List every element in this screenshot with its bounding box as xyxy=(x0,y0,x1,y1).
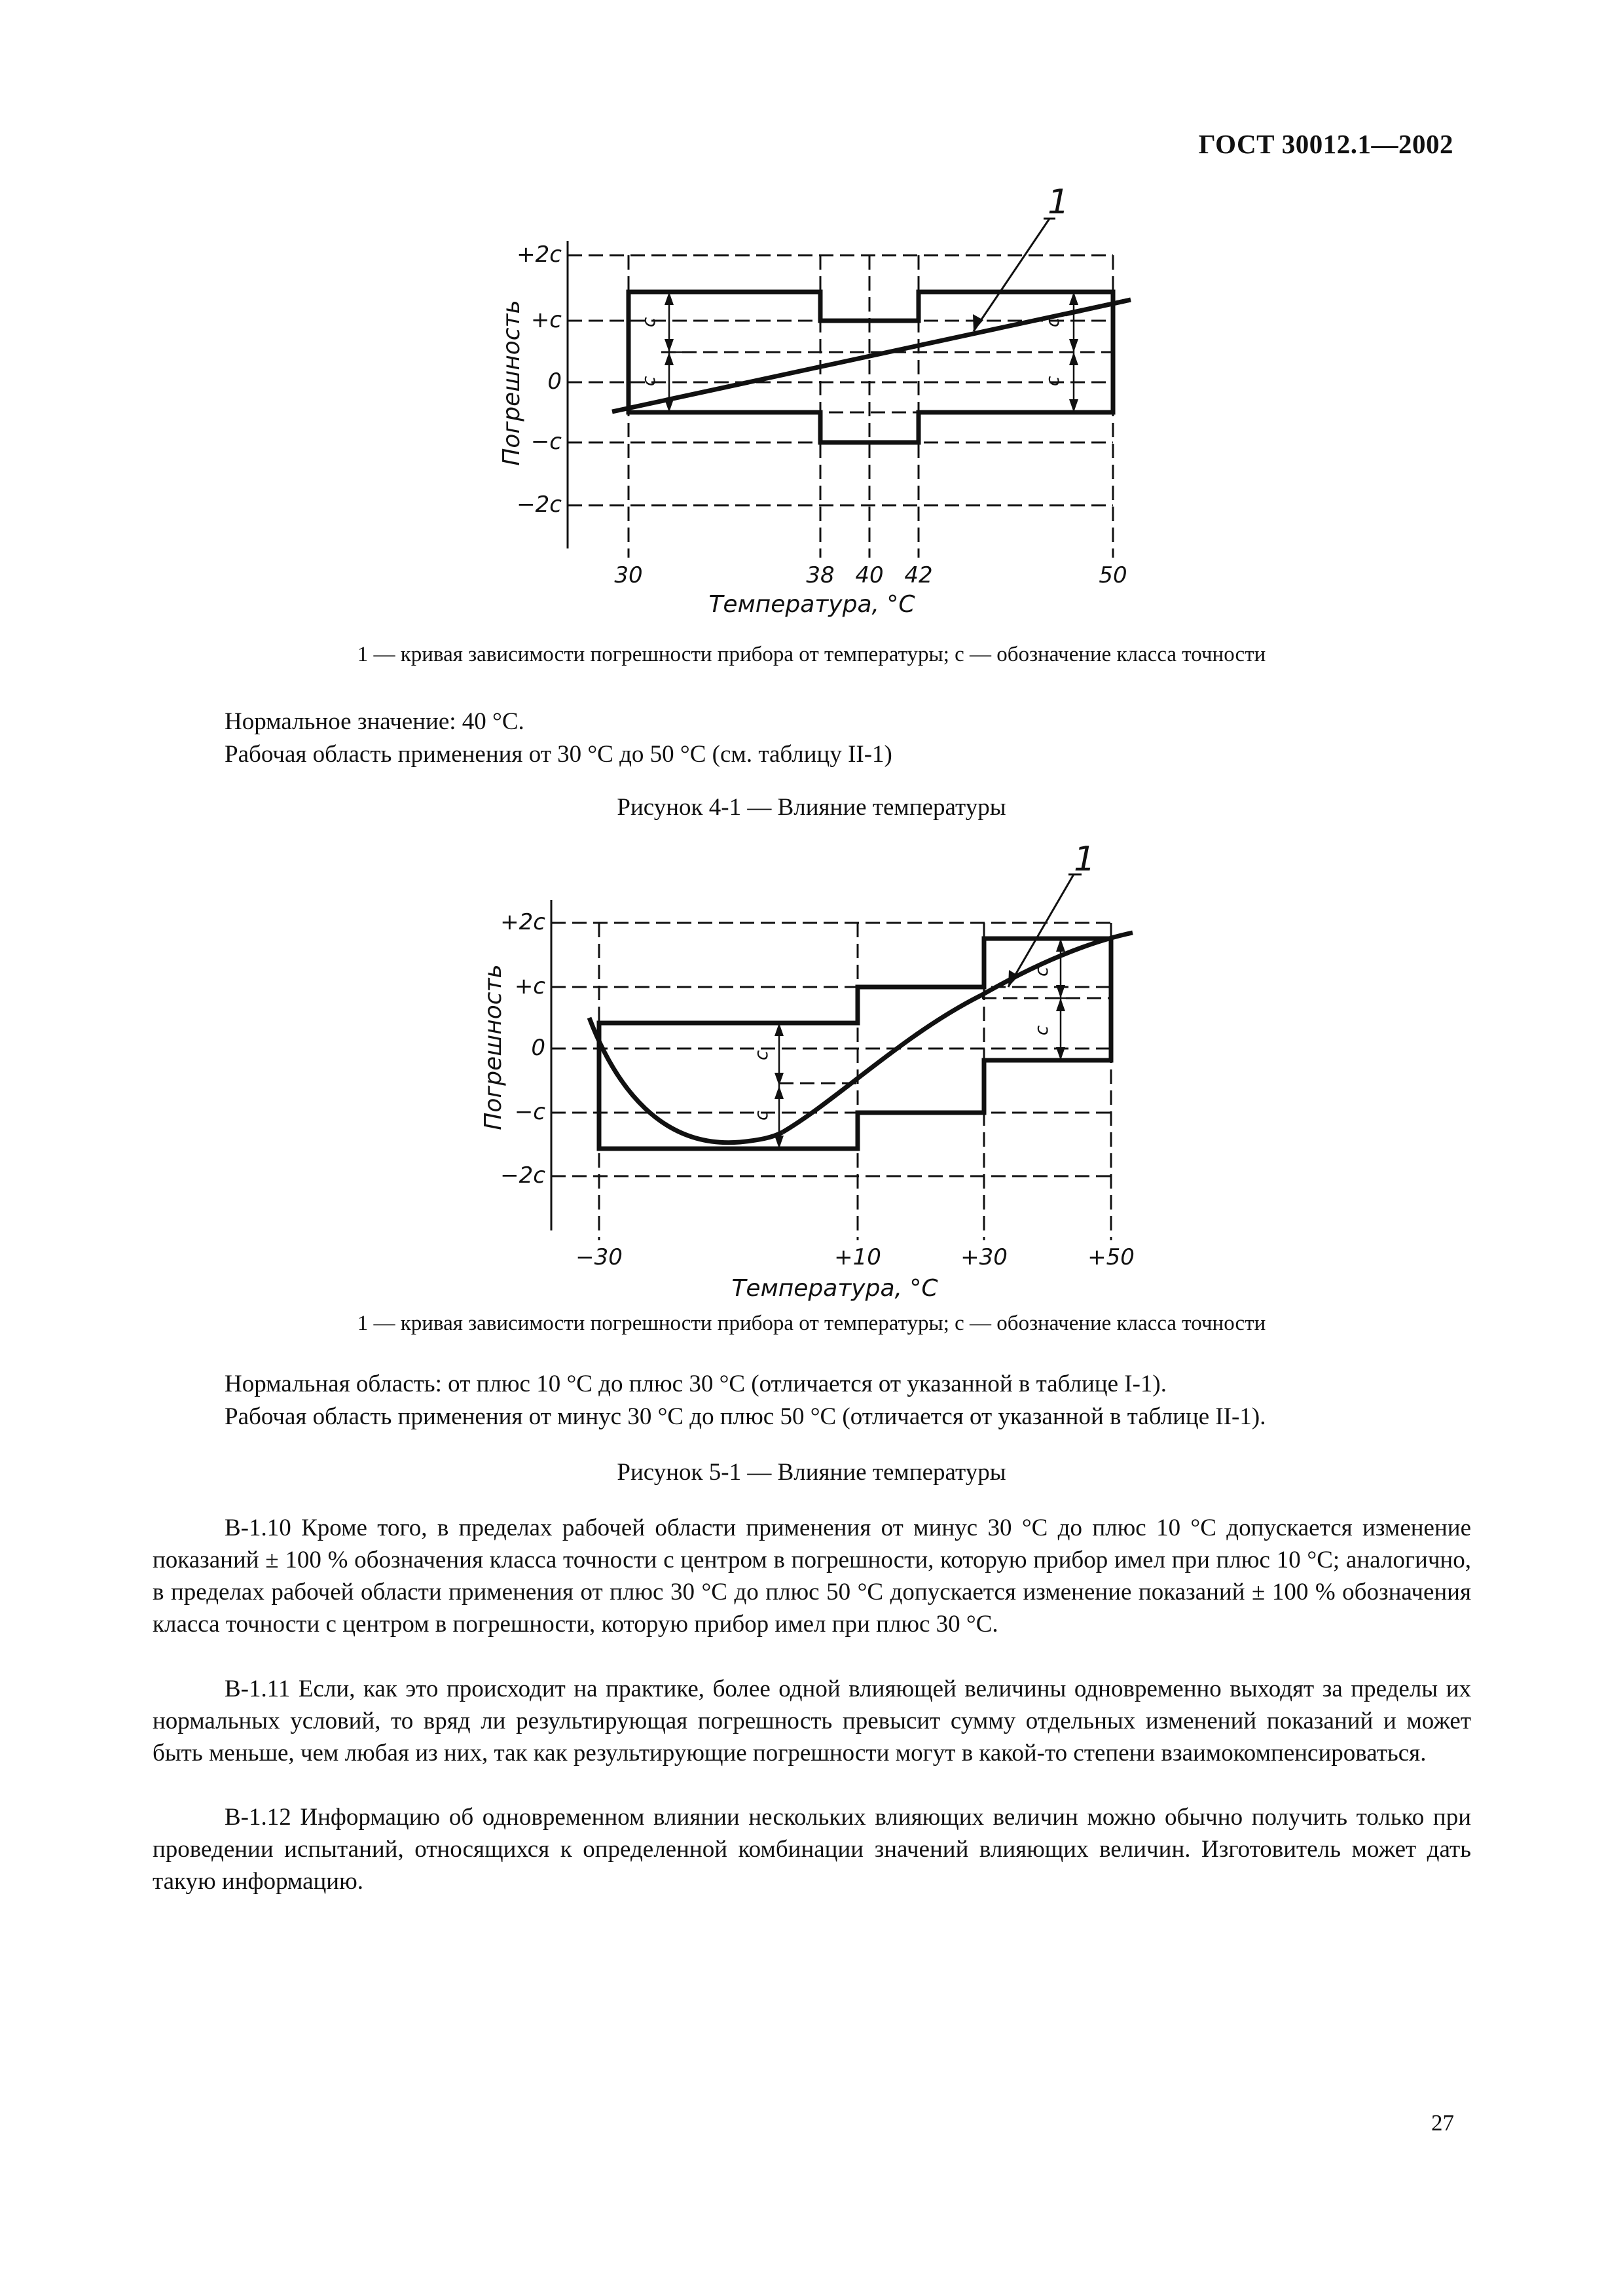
reference-lines xyxy=(551,923,1113,1176)
y-tick-label: 0 xyxy=(547,368,562,395)
y-tick-label: −c xyxy=(530,429,562,455)
y-tick-label: +c xyxy=(514,973,545,999)
figure-5-1-title: Рисунок 5-1 — Влияние температуры xyxy=(617,1459,1006,1486)
y-axis-title: Погрешность xyxy=(498,300,525,466)
x-tick-label: +30 xyxy=(960,1244,1008,1270)
vertical-lines xyxy=(629,255,1113,558)
c-label: c xyxy=(638,317,659,327)
paragraph-b-1-12: В-1.12 Информацию об одновременном влиянии нескольких влияющих величин можно обычно получить только при проведении испытаний, относящихся к определенной комбинации значений влияющих величин. Изготовитель может дать такую информацию. xyxy=(153,1804,1471,1895)
x-tick-label: 42 xyxy=(904,562,933,588)
x-axis-title: Температура, °С xyxy=(731,1275,938,1302)
callout-number: 1 xyxy=(1074,840,1096,879)
x-axis-title: Температура, °С xyxy=(708,591,915,618)
figure-4-1-title: Рисунок 4-1 — Влияние температуры xyxy=(617,794,1006,821)
paragraph-b-1-11: В-1.11 Если, как это происходит на практике, более одной влияющей величины одновременно выходят за пределы их нормальных условий, то вряд ли результирующая погрешность превысит сумму отдельных изменений показаний и может быть меньше, чем любая из них, так как результирующие погрешности могут в какой-то степени взаимокомпенсироваться. xyxy=(153,1676,1471,1767)
x-tick-label: +50 xyxy=(1087,1244,1135,1270)
y-tick-label: −2c xyxy=(517,492,562,518)
y-tick-label: −2c xyxy=(500,1162,545,1189)
c-label: c xyxy=(750,1050,772,1060)
figure-5-1-drawing xyxy=(0,838,1623,1309)
error-curve xyxy=(612,300,1131,412)
figure-5-1 xyxy=(0,838,1623,1309)
c-dimensions xyxy=(661,292,1074,412)
page-number: 27 xyxy=(1431,2110,1454,2136)
x-tick-label: 30 xyxy=(614,562,643,588)
y-tick-label: +2c xyxy=(500,909,545,935)
c-label: c xyxy=(1042,317,1063,327)
y-tick-label: +c xyxy=(530,307,562,333)
figure-4-1-legend: 1 — кривая зависимости погрешности прибора от температуры; c — обозначение класса точности xyxy=(357,643,1266,666)
c-label: c xyxy=(1042,376,1063,386)
tolerance-band xyxy=(629,292,1113,442)
c-label: c xyxy=(1030,966,1052,977)
working-range-note: Рабочая область применения от 30 °С до 50 °С (см. таблицу II-1) xyxy=(225,741,892,768)
callout-leader xyxy=(974,219,1049,331)
paragraph-b-1-10: В-1.10 Кроме того, в пределах рабочей области применения от минус 30 °С до плюс 10 °С допускается изменение показаний ± 100 % обозначения класса точности с центром в погрешности, которую прибор имел при плюс 10 °С; аналогично, в пределах рабочей области применения от плюс 30 °С до плюс 50 °С допускается изменение показаний ± 100 % обозначения класса точности с центром в погрешности, которую прибор имел при плюс 30 °С. xyxy=(153,1515,1471,1638)
figure-5-1-legend: 1 — кривая зависимости погрешности прибора от температуры; c — обозначение класса точности xyxy=(357,1312,1266,1335)
document-id-header: ГОСТ 30012.1—2002 xyxy=(1198,129,1453,159)
normal-range-note: Нормальная область: от плюс 10 °С до плюс 30 °С (отличается от указанной в таблице I-1). xyxy=(225,1371,1167,1397)
figure-4-1-drawing xyxy=(0,0,1623,655)
y-axis-title: Погрешность xyxy=(480,964,507,1130)
x-tick-label: 38 xyxy=(806,562,835,588)
working-range-note: Рабочая область применения от минус 30 °С до плюс 50 °С (отличается от указанной в таблице II-1). xyxy=(225,1403,1266,1430)
error-curve-upper xyxy=(782,933,1133,1132)
figure-4-1 xyxy=(0,0,1623,655)
c-label: c xyxy=(638,376,659,386)
callout-number: 1 xyxy=(1048,183,1070,222)
x-tick-label: 50 xyxy=(1099,562,1127,588)
x-tick-label: +10 xyxy=(834,1244,881,1270)
normal-value-note: Нормальное значение: 40 °С. xyxy=(225,708,524,735)
y-tick-label: +2c xyxy=(517,242,562,268)
x-tick-label: 40 xyxy=(855,562,884,588)
y-tick-label: 0 xyxy=(531,1035,545,1061)
x-tick-label: −30 xyxy=(575,1244,623,1270)
c-label: c xyxy=(750,1110,772,1121)
c-label: c xyxy=(1030,1025,1052,1035)
error-curve xyxy=(589,1018,782,1143)
y-tick-label: −c xyxy=(514,1099,545,1125)
